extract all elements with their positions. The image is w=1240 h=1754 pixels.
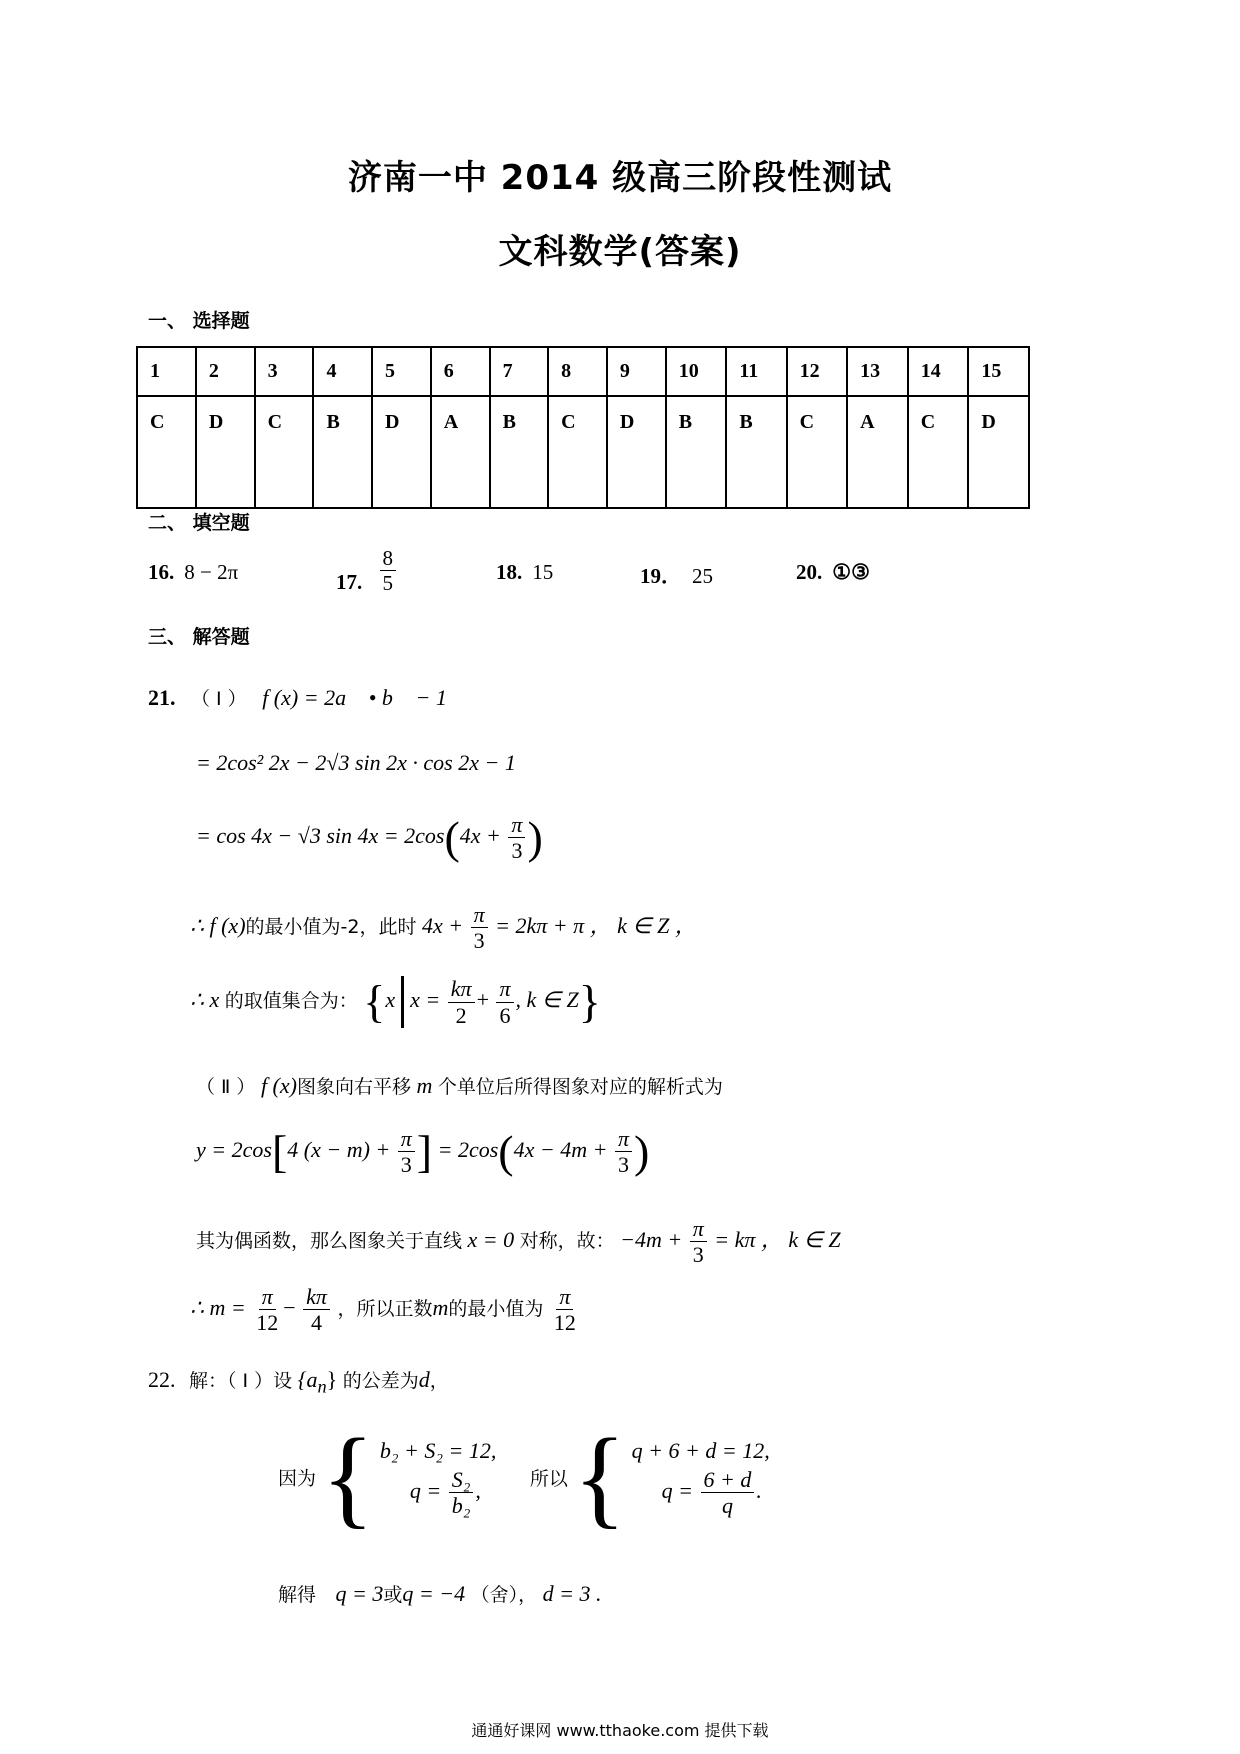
answer-cell: B [726, 396, 786, 508]
question-number-cell: 1 [137, 347, 196, 396]
question-number-cell: 13 [847, 347, 908, 396]
answer-cell: C [787, 396, 848, 508]
answer-cell: D [372, 396, 431, 508]
answer-cell: D [607, 396, 666, 508]
question-number-cell: 7 [490, 347, 548, 396]
q21-line-2: = 2cos² 2x − 2√3 sin 2x · cos 2x − 1 [196, 750, 516, 775]
q21-line-7: y = 2cos[4 (x − m) + $\frac{\pi}{3}$ ] = 2cos(4x − 4m + $\frac{\pi}{3}$ ) [196, 1125, 650, 1178]
q21-line-3: = cos 4x − √3 sin 4x = 2cos(4x + $\frac{\pi}{3}$ ) [196, 811, 543, 864]
question-number-cell: 3 [255, 347, 314, 396]
q21-line-5: ∴ x 的取值集合为： {x x = $\frac{k\pi}{2}$ + $\frac{\pi}{6}$ , k ∈ Z} [190, 976, 601, 1028]
section-fill-heading: 二、 填空题 [148, 512, 250, 534]
question-number-row [137, 347, 1029, 396]
fill-item-17: 17. $\frac{8}{5}$ [336, 546, 398, 595]
fill-item-19: 19． 25 [640, 564, 713, 588]
answer-cell: C [255, 396, 314, 508]
q21-line-9: ∴ m = $\frac{\pi}{12}$ − $\frac{k\pi}{4}$ ，所以正数m的最小值为 $\frac{\pi}{12}$ [190, 1284, 576, 1336]
answer-cell: B [490, 396, 548, 508]
page-subtitle: 文科数学(答案) [498, 232, 742, 272]
q21-line-4: ∴ f (x)的最小值为-2，此时 4x + $\frac{\pi}{3}$ = 2kπ + π ， k ∈ Z ， [190, 902, 697, 954]
question-number-cell: 15 [968, 347, 1029, 396]
answer-cell: C [548, 396, 607, 508]
answer-cell: B [666, 396, 727, 508]
page-title: 济南一中 2014 级高三阶段性测试 [347, 158, 893, 198]
question-number-cell: 10 [666, 347, 727, 396]
answer-cell: A [847, 396, 908, 508]
q21-line-1: 21. （ Ⅰ ） f (x) = 2a⃗ • b⃗ − 1 [148, 685, 447, 710]
question-number-cell: 2 [196, 347, 255, 396]
question-number-cell: 12 [787, 347, 848, 396]
q22-line-1: 22. 解：（ Ⅰ ）设 $\{a_n\}$ 的公差为d， [148, 1367, 449, 1397]
question-number-cell: 14 [908, 347, 969, 396]
answer-row [137, 396, 1029, 508]
fill-item-18: 18. 15 [496, 560, 554, 584]
fill-item-20: 20. ①③ [796, 560, 870, 584]
fill-item-16: 16. 8 − 2π [148, 560, 239, 584]
answer-cell: B [313, 396, 371, 508]
section-choice-heading: 一、 选择题 [148, 310, 250, 332]
answer-cell: C [137, 396, 196, 508]
answer-cell: D [196, 396, 255, 508]
question-number-cell: 9 [607, 347, 666, 396]
question-number-cell: 6 [431, 347, 490, 396]
answer-cell: A [431, 396, 490, 508]
answer-cell: C [908, 396, 969, 508]
q22-solution: 解得 q = 3或q = −4 （舍）， d = 3 . [278, 1581, 602, 1606]
question-number-cell: 11 [726, 347, 786, 396]
q21-part2-line: （ Ⅱ ） f (x)图象向右平移 m 个单位后所得图象对应的解析式为 [196, 1073, 723, 1098]
q21-line-8: 其为偶函数，那么图象关于直线 x = 0 对称，故： −4m + $\frac{\pi}{3}$ = kπ ， k ∈ Z [196, 1216, 841, 1268]
question-number-cell: 4 [313, 347, 371, 396]
footer-source: 通通好课网 www.tthaoke.com 提供下载 [471, 1721, 769, 1740]
choice-answer-table [136, 346, 1030, 509]
section-solution-heading: 三、 解答题 [148, 626, 250, 648]
q22-system: 因为 { b₂ + S₂ = 12, q = $\frac{\text{S₂}}{\text{b₂}}$ , 所以 { q + 6 + d = 12, q = $\frac{6 + d}{q}$ . [278, 1416, 770, 1538]
question-number-cell: 8 [548, 347, 607, 396]
answer-cell: D [968, 396, 1029, 508]
question-number-cell: 5 [372, 347, 431, 396]
